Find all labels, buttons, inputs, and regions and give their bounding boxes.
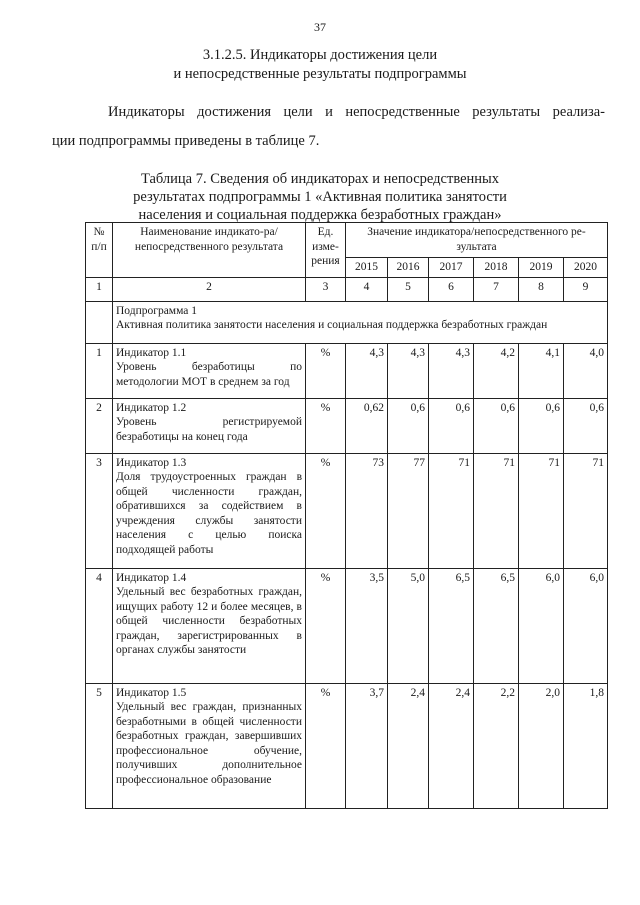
unit-cell: % [306,398,346,453]
row-number: 1 [86,343,113,398]
value-cell: 2,0 [519,683,564,808]
indicator-name-cell [113,398,306,453]
unit-cell: % [306,343,346,398]
value-cell: 2,4 [429,683,474,808]
column-number: 9 [564,277,608,301]
column-number: 1 [86,277,113,301]
unit-cell: % [306,568,346,683]
caption-line: населения и социальная поддержка безработных граждан» [138,207,502,223]
column-number: 7 [474,277,519,301]
row-number: 2 [86,398,113,453]
value-cell: 6,0 [519,568,564,683]
value-cell: 4,1 [519,343,564,398]
column-number: 3 [306,277,346,301]
subprogram-row [86,301,608,343]
subprogram-cell [113,301,608,343]
row-number: 3 [86,453,113,568]
value-cell: 4,3 [346,343,388,398]
indicator-description: Уровень регистрируемой безработицы на конец года [116,416,302,443]
header-year: 2018 [474,258,519,278]
indicator-name-cell [113,343,306,398]
value-cell: 2,2 [474,683,519,808]
value-cell: 0,6 [474,398,519,453]
subprogram-num-cell [86,301,113,343]
indicator-description: Удельный вес безработных граждан, ищущих работу 12 и более месяцев, в общей численности безработных граждан, зарегистрированных в органах службы занятости [116,586,302,656]
header-year: 2020 [564,258,608,278]
table-row [86,453,608,568]
value-cell: 1,8 [564,683,608,808]
value-cell: 4,3 [388,343,429,398]
unit-cell: % [306,453,346,568]
value-cell: 4,0 [564,343,608,398]
subprogram-title: Подпрограмма 1 [116,304,198,317]
value-cell: 77 [388,453,429,568]
value-cell: 0,6 [564,398,608,453]
page-number: 37 [314,20,326,34]
indicator-title: Индикатор 1.3 [116,456,187,469]
column-number: 2 [113,277,306,301]
value-cell: 0,6 [388,398,429,453]
indicator-title: Индикатор 1.1 [116,346,187,359]
column-number: 6 [429,277,474,301]
indicators-table [85,222,608,809]
value-cell: 5,0 [388,568,429,683]
indicator-description: Доля трудоустроенных граждан в общей численности граждан, обратившихся за содействием в учреждения службы занятости населения с целью поиска подходящей работы [116,471,302,556]
header-year: 2017 [429,258,474,278]
header-row [86,223,608,258]
intro-line: ции подпрограммы приведены в таблице 7. [52,133,320,149]
indicator-title: Индикатор 1.5 [116,686,187,699]
value-cell: 0,62 [346,398,388,453]
indicator-name-cell [113,568,306,683]
column-number: 8 [519,277,564,301]
value-cell: 6,0 [564,568,608,683]
value-cell: 3,7 [346,683,388,808]
value-cell: 3,5 [346,568,388,683]
indicator-name-cell [113,453,306,568]
header-values: Значение индикатора/непосредственного ре-зультата [346,223,608,258]
header-num: № п/п [86,223,113,278]
value-cell: 71 [474,453,519,568]
table-caption [0,170,640,224]
value-cell: 71 [564,453,608,568]
value-cell: 73 [346,453,388,568]
header-unit: Ед. изме-рения [306,223,346,278]
intro-paragraph [52,98,605,156]
row-number: 5 [86,683,113,808]
section-title [0,46,640,84]
table-row [86,683,608,808]
value-cell: 4,3 [429,343,474,398]
column-number: 4 [346,277,388,301]
indicator-name-cell [113,683,306,808]
value-cell: 71 [519,453,564,568]
caption-line: результатах подпрограммы 1 «Активная политика занятости [133,189,507,205]
section-title-line: 3.1.2.5. Индикаторы достижения цели [202,47,438,63]
table-row [86,568,608,683]
section-title-line: и непосредственные результаты подпрограммы [173,66,467,82]
header-year: 2019 [519,258,564,278]
table-row [86,398,608,453]
header-name: Наименование индикато-ра/непосредственного результата [113,223,306,278]
column-number-row [86,277,608,301]
value-cell: 71 [429,453,474,568]
header-year: 2016 [388,258,429,278]
unit-cell: % [306,683,346,808]
subprogram-name: Активная политика занятости населения и социальная поддержка безработных граждан [116,319,548,331]
column-number: 5 [388,277,429,301]
value-cell: 6,5 [429,568,474,683]
value-cell: 2,4 [388,683,429,808]
indicator-title: Индикатор 1.2 [116,401,187,414]
intro-line: Индикаторы достижения цели и непосредственные результаты реализа- [108,104,605,120]
value-cell: 0,6 [519,398,564,453]
value-cell: 6,5 [474,568,519,683]
indicator-title: Индикатор 1.4 [116,571,187,584]
indicator-description: Удельный вес граждан, признанных безработными в общей численности безработных граждан, завершивших профессиональное обучение, получивших дополнительное профессиональное образование [116,701,302,786]
caption-line: Таблица 7. Сведения об индикаторах и непосредственных [140,171,500,187]
row-number: 4 [86,568,113,683]
value-cell: 4,2 [474,343,519,398]
table-row [86,343,608,398]
value-cell: 0,6 [429,398,474,453]
header-year: 2015 [346,258,388,278]
indicator-description: Уровень безработицы по методологии МОТ в среднем за год [116,361,302,388]
